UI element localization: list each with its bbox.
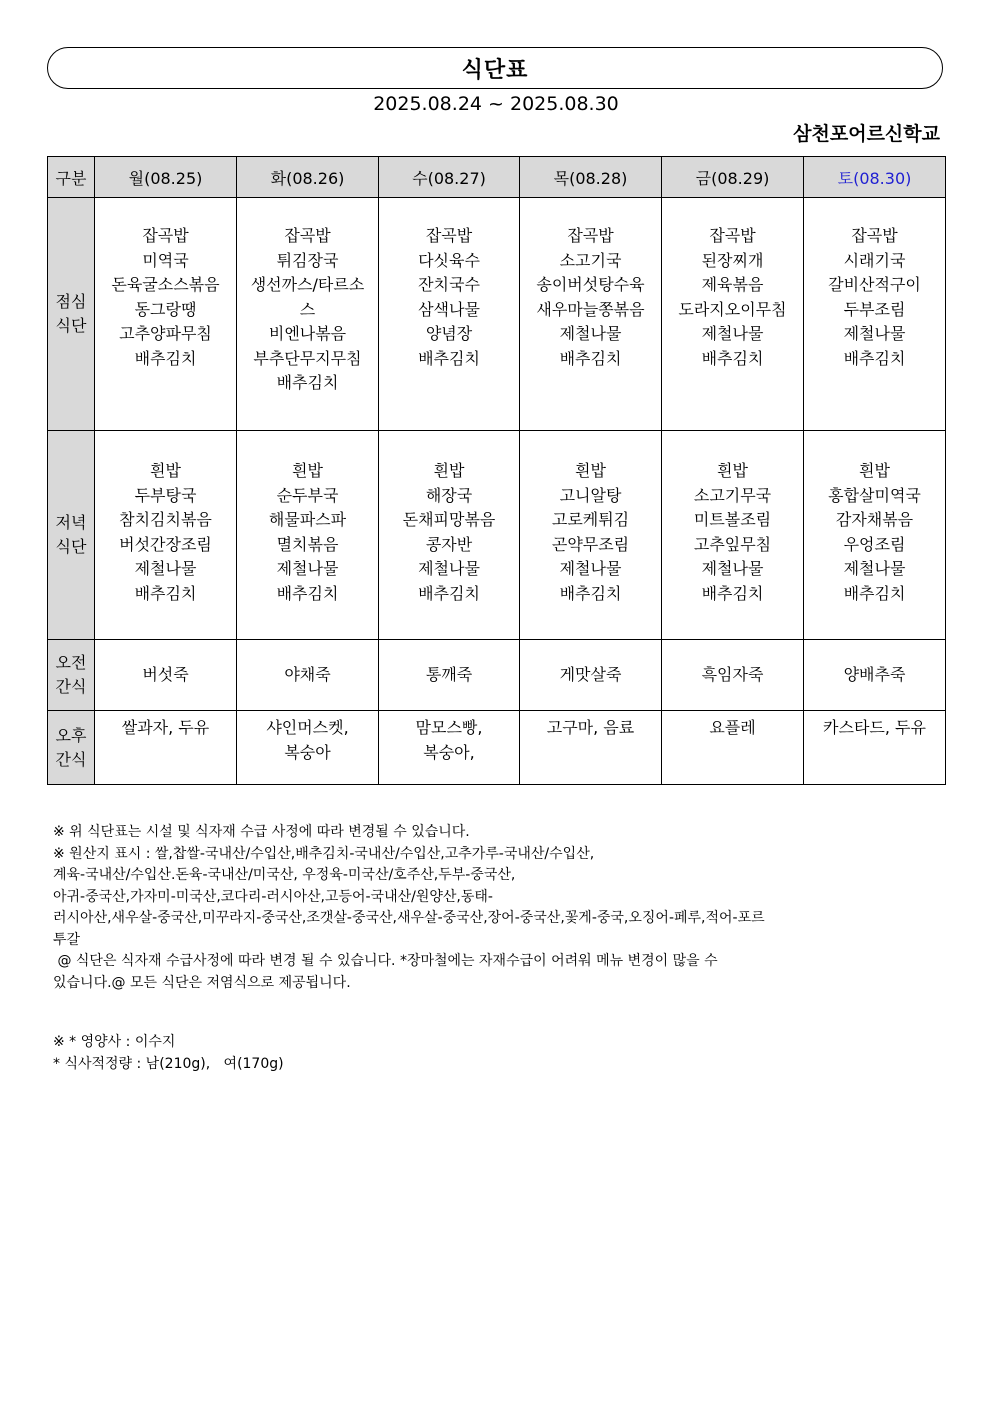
afternoon-snack-cell-mon [95,711,237,785]
note-line: 계육-국내산/수입산.돈육-국내산/미국산, 우정육-미국산/호주산,두부-중국산, [53,867,516,883]
snack-items: 맘모스빵, 복숭아, [415,718,483,762]
menu-table [47,156,946,785]
dinner-cell-thu [520,431,662,640]
lunch-cell-fri [662,198,804,431]
menu-items: 잡곡밥 다싯육수 잔치국수 삼색나물 양념장 배추김치 [418,226,480,368]
table-row-morning-snack [48,640,946,711]
page-title: 식단표 [461,57,529,83]
lunch-cell-tue [237,198,379,431]
menu-items: 흰밥 순두부국 해물파스파 멸치볶음 제철나물 배추김치 [268,461,347,603]
menu-items: 흰밥 고니알탕 고로케튀김 곤약무조림 제철나물 배추김치 [551,461,630,603]
afternoon-snack-cell-fri [662,711,804,785]
day-header-sat: 토(08.30) [804,157,946,198]
note-line: 아귀-중국산,가자미-미국산,코다리-러시아산,고등어-국내산/원양산,동태- [53,888,493,905]
day-header-tue: 화(08.26) [237,157,379,198]
menu-items: 흰밥 두부탕국 참치김치볶음 버섯간장조림 제철나물 배추김치 [119,461,212,603]
menu-items: 흰밥 해장국 돈채피망볶음 콩자반 제철나물 배추김치 [402,461,496,603]
afternoon-snack-cell-wed [379,711,520,785]
corner-header: 구분 [48,157,95,198]
note-line: ※ 위 식단표는 시설 및 식자재 수급 사정에 따라 변경될 수 있습니다. [53,824,470,840]
morning-snack-cell-fri: 흑임자죽 [662,640,804,711]
menu-period: 2025.08.24 ~ 2025.08.30 [373,93,619,115]
morning-snack-cell-thu: 게맛살죽 [520,640,662,711]
dinner-cell-sat [804,431,946,640]
dietitian-line: ※ * 영양사 : 이수지 [53,1034,176,1050]
row-label-lunch: 점심 식단 [48,198,95,431]
snack-items: 카스타드, 두유 [823,718,926,737]
menu-items: 흰밥 홍합살미역국 감자채볶음 우엉조림 제철나물 배추김치 [828,461,921,603]
menu-items: 잡곡밥 시래기국 갈비산적구이 두부조림 제철나물 배추김치 [828,226,921,368]
morning-snack-cell-wed: 통깨죽 [379,640,520,711]
title-banner [47,47,943,89]
table-row-lunch [48,198,946,431]
afternoon-snack-cell-tue [237,711,379,785]
table-row-dinner [48,431,946,640]
dinner-cell-mon [95,431,237,640]
row-label-dinner: 저녁 식단 [48,431,95,640]
lunch-cell-mon [95,198,237,431]
menu-items: 잡곡밥 된장찌개 제육볶음 도라지오이무침 제철나물 배추김치 [678,226,787,368]
snack-items: 고구마, 음료 [546,718,635,737]
dinner-cell-tue [237,431,379,640]
afternoon-snack-cell-sat [804,711,946,785]
note-line: @ 식단은 식자재 수급사정에 따라 변경 될 수 있습니다. *장마철에는 자재수급이 어려워 메뉴 변경이 많을 수 [53,953,718,969]
note-line: 투갈 [53,931,81,948]
lunch-cell-wed [379,198,520,431]
lunch-cell-thu [520,198,662,431]
snack-items: 쌀과자, 두유 [121,718,210,737]
note-line: ※ 원산지 표시 : 쌀,찹쌀-국내산/수입산,배추김치-국내산/수입산,고추가루-국내산/수입산, [53,845,595,862]
dinner-cell-wed [379,431,520,640]
staff-info [53,1032,284,1075]
day-header-fri: 금(08.29) [662,157,804,198]
afternoon-snack-cell-thu [520,711,662,785]
day-header-mon: 월(08.25) [95,157,237,198]
morning-snack-cell-tue: 야채죽 [237,640,379,711]
menu-items: 잡곡밥 소고기국 송이버섯탕수육 새우마늘쫑볶음 제철나물 배추김치 [536,226,645,368]
lunch-cell-sat [804,198,946,431]
note-line: 있습니다.@ 모든 식단은 저염식으로 제공됩니다. [53,974,351,991]
notes-section [53,822,903,994]
school-name: 삼천포어르신학교 [793,123,940,145]
menu-items: 잡곡밥 튀김장국 생선까스/타르소 스 비엔나볶음 부추단무지무침 배추김치 [250,226,365,392]
day-header-wed: 수(08.27) [379,157,520,198]
snack-items: 샤인머스켓, 복숭아 [266,718,349,762]
day-header-thu: 목(08.28) [520,157,662,198]
snack-items: 요플레 [709,718,756,737]
note-line: 러시아산,새우살-중국산,미꾸라지-중국산,조갯살-중국산,새우살-중국산,장어-중국산,꽃게-중국,오징어-페루,적어-포르 [53,910,765,926]
menu-items: 잡곡밥 미역국 돈육굴소스볶음 동그랑땡 고추양파무침 배추김치 [111,226,220,368]
table-row-afternoon-snack [48,711,946,785]
menu-items: 흰밥 소고기무국 미트볼조림 고추잎무침 제철나물 배추김치 [693,461,772,603]
table-header-row [48,157,946,198]
row-label-morning-snack: 오전 간식 [48,640,95,711]
dinner-cell-fri [662,431,804,640]
morning-snack-cell-mon: 버섯죽 [95,640,237,711]
morning-snack-cell-sat: 양배추죽 [804,640,946,711]
row-label-afternoon-snack: 오후 간식 [48,711,95,785]
portion-line: * 식사적정량 : 남(210g), 여(170g) [53,1055,284,1072]
